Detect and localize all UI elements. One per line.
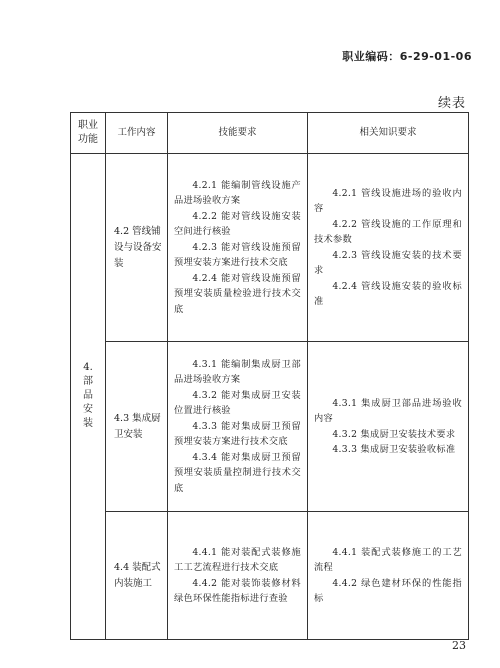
requirement-item: 4.4.1 能对装配式装修施工工艺流程进行技术交底: [174, 546, 301, 573]
requirement-item: 4.2.1 能编制管线设施产品进场验收方案: [174, 179, 301, 207]
occupation-code: 职业编码：6-29-01-06: [342, 50, 472, 63]
table-header-row: [71, 113, 469, 154]
work-content-cell: 4.2 管线铺设与设备安装: [106, 154, 168, 342]
requirement-item: 4.2.2 能对管线设施安装空间进行核验: [174, 210, 301, 238]
table-row: [71, 512, 469, 640]
knowledge-cell: [308, 154, 469, 342]
work-content-cell: 4.4 装配式内装施工: [106, 512, 168, 640]
knowledge-cell: [308, 342, 469, 512]
header-function: 职业功能: [71, 113, 106, 154]
requirement-item: 4.2.1 管线设施进场的验收内容: [314, 187, 462, 214]
requirement-item: 4.2.4 能对管线设施预留预埋安装质量检验进行技术交底: [174, 272, 301, 315]
requirement-item: 4.4.2 能对装饰装修材料绿色环保性能指标进行查验: [174, 577, 301, 604]
skills-cell: [168, 512, 308, 640]
requirement-item: 4.3.2 能对集成厨卫安装位置进行核验: [174, 389, 301, 417]
skills-table: [70, 112, 469, 640]
function-cell: 4.部品安装: [71, 154, 106, 640]
header-work-content: 工作内容: [106, 113, 168, 154]
requirement-item: 4.4.1 装配式装修施工的工艺流程: [314, 546, 462, 573]
requirement-item: 4.2.2 管线设施的工作原理和技术参数: [314, 218, 462, 245]
requirement-item: 4.3.1 集成厨卫部品进场验收内容: [314, 397, 462, 424]
skills-cell: [168, 342, 308, 512]
requirement-item: 4.3.3 集成厨卫安装验收标准: [332, 444, 456, 455]
knowledge-cell: [308, 512, 469, 640]
table-row: [71, 154, 469, 342]
work-content-cell: 4.3 集成厨卫安装: [106, 342, 168, 512]
header-skill-requirements: 技能要求: [168, 113, 308, 154]
table-row: [71, 342, 469, 512]
requirement-item: 4.3.4 能对集成厨卫预留预埋安装质量控制进行技术交底: [174, 451, 301, 494]
requirement-item: 4.3.2 集成厨卫安装技术要求: [332, 428, 456, 440]
skills-cell: [168, 154, 308, 342]
header-knowledge-requirements: 相关知识要求: [308, 113, 469, 154]
requirement-item: 4.2.3 管线设施安装的技术要求: [314, 249, 462, 276]
page-number: 23: [452, 639, 466, 652]
requirement-item: 4.2.3 能对管线设施预留预埋安装方案进行技术交底: [174, 241, 301, 269]
requirement-item: 4.4.2 绿色建材环保的性能指标: [314, 577, 462, 604]
requirement-item: 4.2.4 管线设施安装的验收标准: [314, 280, 462, 307]
continued-label: 续表: [437, 96, 466, 111]
requirement-item: 4.3.1 能编制集成厨卫部品进场验收方案: [174, 358, 301, 386]
requirement-item: 4.3.3 能对集成厨卫预留预埋安装方案进行技术交底: [174, 420, 301, 448]
